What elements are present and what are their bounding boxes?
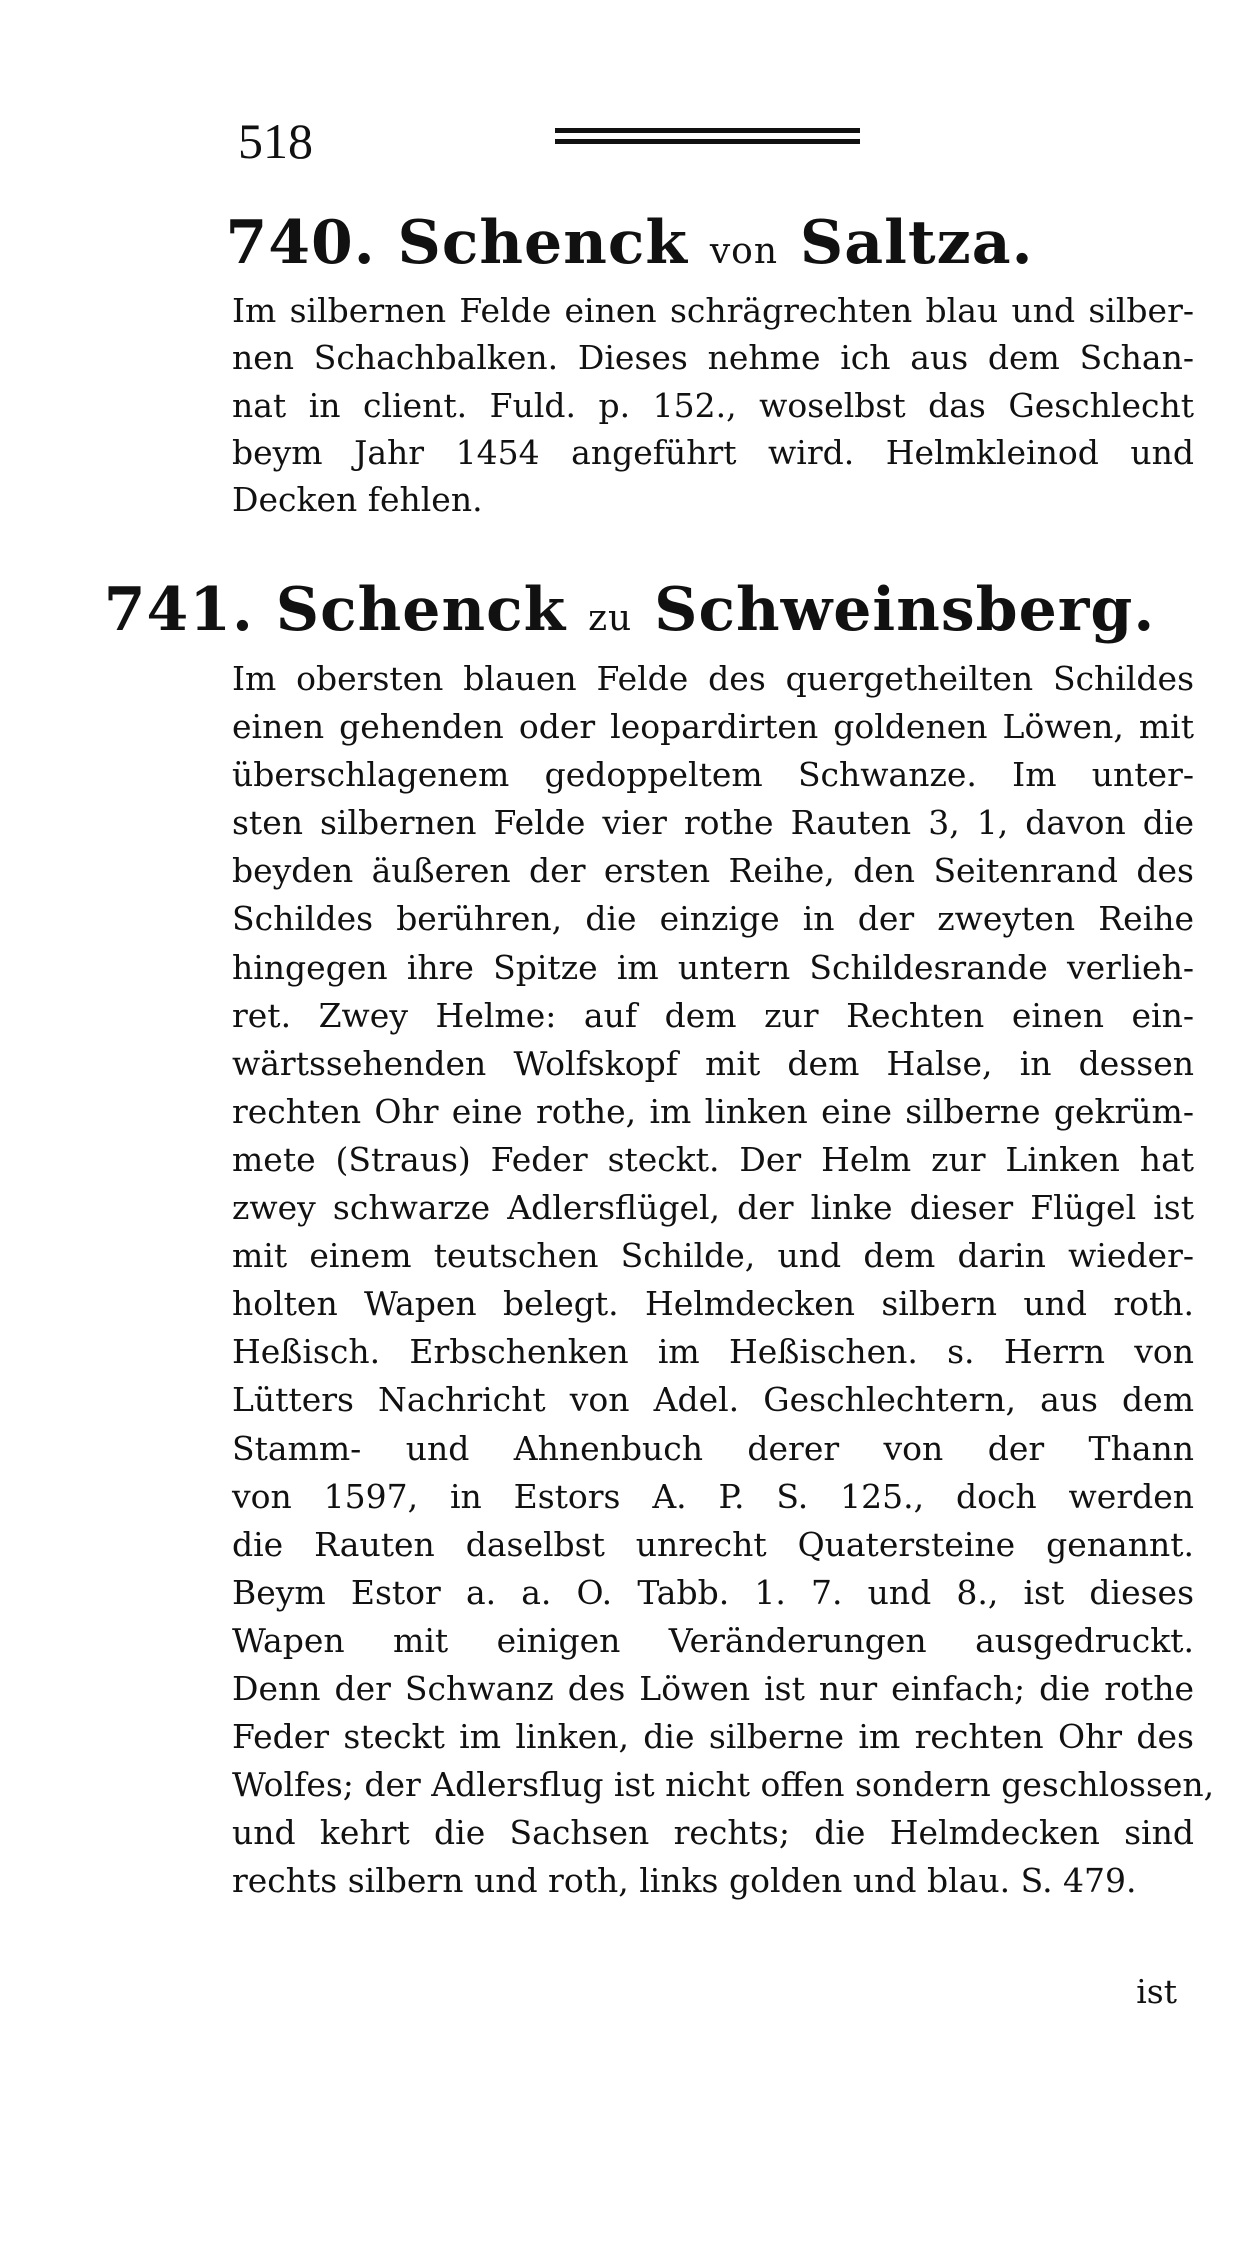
text-line: Schildes berühren, die einzige in der zweyten Reihe	[232, 899, 1194, 939]
text-line: Lütters Nachricht von Adel. Geschlechtern, aus dem	[232, 1380, 1194, 1420]
text-line: beyden äußeren der ersten Reihe, den Seitenrand des	[232, 851, 1194, 891]
text-line: nat in client. Fuld. p. 152., woselbst das Geschlecht	[232, 385, 1194, 425]
catchword: ist	[1136, 1972, 1177, 2011]
text-line: hingegen ihre Spitze im untern Schildesrande verlieh-	[232, 947, 1194, 987]
entry-number: 741.	[103, 575, 254, 645]
text-line: wärtssehenden Wolfskopf mit dem Halse, in dessen	[232, 1043, 1194, 1083]
text-line: zwey schwarze Adlersflügel, der linke dieser Flügel ist	[232, 1188, 1194, 1228]
entry-number: 740.	[225, 208, 376, 278]
entry-particle: zu	[588, 598, 633, 639]
page-number: 518	[238, 113, 313, 169]
text-line: rechten Ohr eine rothe, im linken eine silberne gekrüm-	[232, 1091, 1194, 1131]
entry-name-second: Schweinsberg.	[654, 575, 1156, 645]
text-line: ret. Zwey Helme: auf dem zur Rechten einen ein-	[232, 995, 1194, 1035]
header-rule	[555, 128, 860, 150]
text-line: Heßisch. Erbschenken im Heßischen. s. Herrn von	[232, 1332, 1194, 1372]
text-line: Im obersten blauen Felde des quergetheilten Schildes	[232, 659, 1194, 698]
text-line: Stamm- und Ahnenbuch derer von der Thann	[232, 1428, 1194, 1468]
entry-name-first: Schenck	[397, 208, 688, 278]
entry-name-second: Saltza.	[799, 208, 1034, 278]
text-line: die Rauten daselbst unrecht Quatersteine genannt.	[232, 1524, 1194, 1564]
text-line: mit einem teutschen Schilde, und dem darin wieder-	[232, 1236, 1194, 1276]
entry-text-741	[232, 655, 1215, 1905]
text-line: Wapen mit einigen Veränderungen ausgedruckt.	[232, 1620, 1194, 1660]
text-line: Im silbernen Felde einen schrägrechten blau und silber-	[232, 291, 1194, 330]
text-line: mete (Straus) Feder steckt. Der Helm zur Linken hat	[232, 1139, 1194, 1179]
entry-particle: von	[709, 231, 779, 272]
text-line: und kehrt die Sachsen rechts; die Helmdecken sind	[232, 1813, 1194, 1853]
text-line: Feder steckt im linken, die silberne im rechten Ohr des	[232, 1717, 1194, 1757]
text-line: überschlagenem gedoppeltem Schwanze. Im unter-	[232, 755, 1194, 795]
text-line: von 1597, in Estors A. P. S. 125., doch werden	[232, 1476, 1194, 1516]
text-line: Denn der Schwanz des Löwen ist nur einfach; die rothe	[232, 1668, 1194, 1708]
text-line: holten Wapen belegt. Helmdecken silbern und roth.	[232, 1284, 1194, 1324]
text-line: einen gehenden oder leopardirten goldenen Löwen, mit	[232, 707, 1194, 747]
entry-text-740	[232, 287, 1194, 523]
text-line: sten silbernen Felde vier rothe Rauten 3, 1, davon die	[232, 803, 1194, 843]
text-line: Beym Estor a. a. O. Tabb. 1. 7. und 8., ist dieses	[232, 1572, 1194, 1612]
entry-heading-741	[0, 575, 1259, 645]
text-line: beym Jahr 1454 angeführt wird. Helmkleinod und	[232, 432, 1194, 472]
text-line: Wolfes; der Adlersflug ist nicht offen sondern geschlossen,	[232, 1765, 1215, 1805]
text-line: nen Schachbalken. Dieses nehme ich aus dem Schan-	[232, 338, 1194, 378]
text-line: Decken fehlen.	[232, 480, 483, 520]
entry-heading-740	[0, 208, 1259, 278]
text-line: rechts silbern und roth, links golden und blau. S. 479.	[232, 1861, 1137, 1901]
entry-name-first: Schenck	[275, 575, 567, 645]
